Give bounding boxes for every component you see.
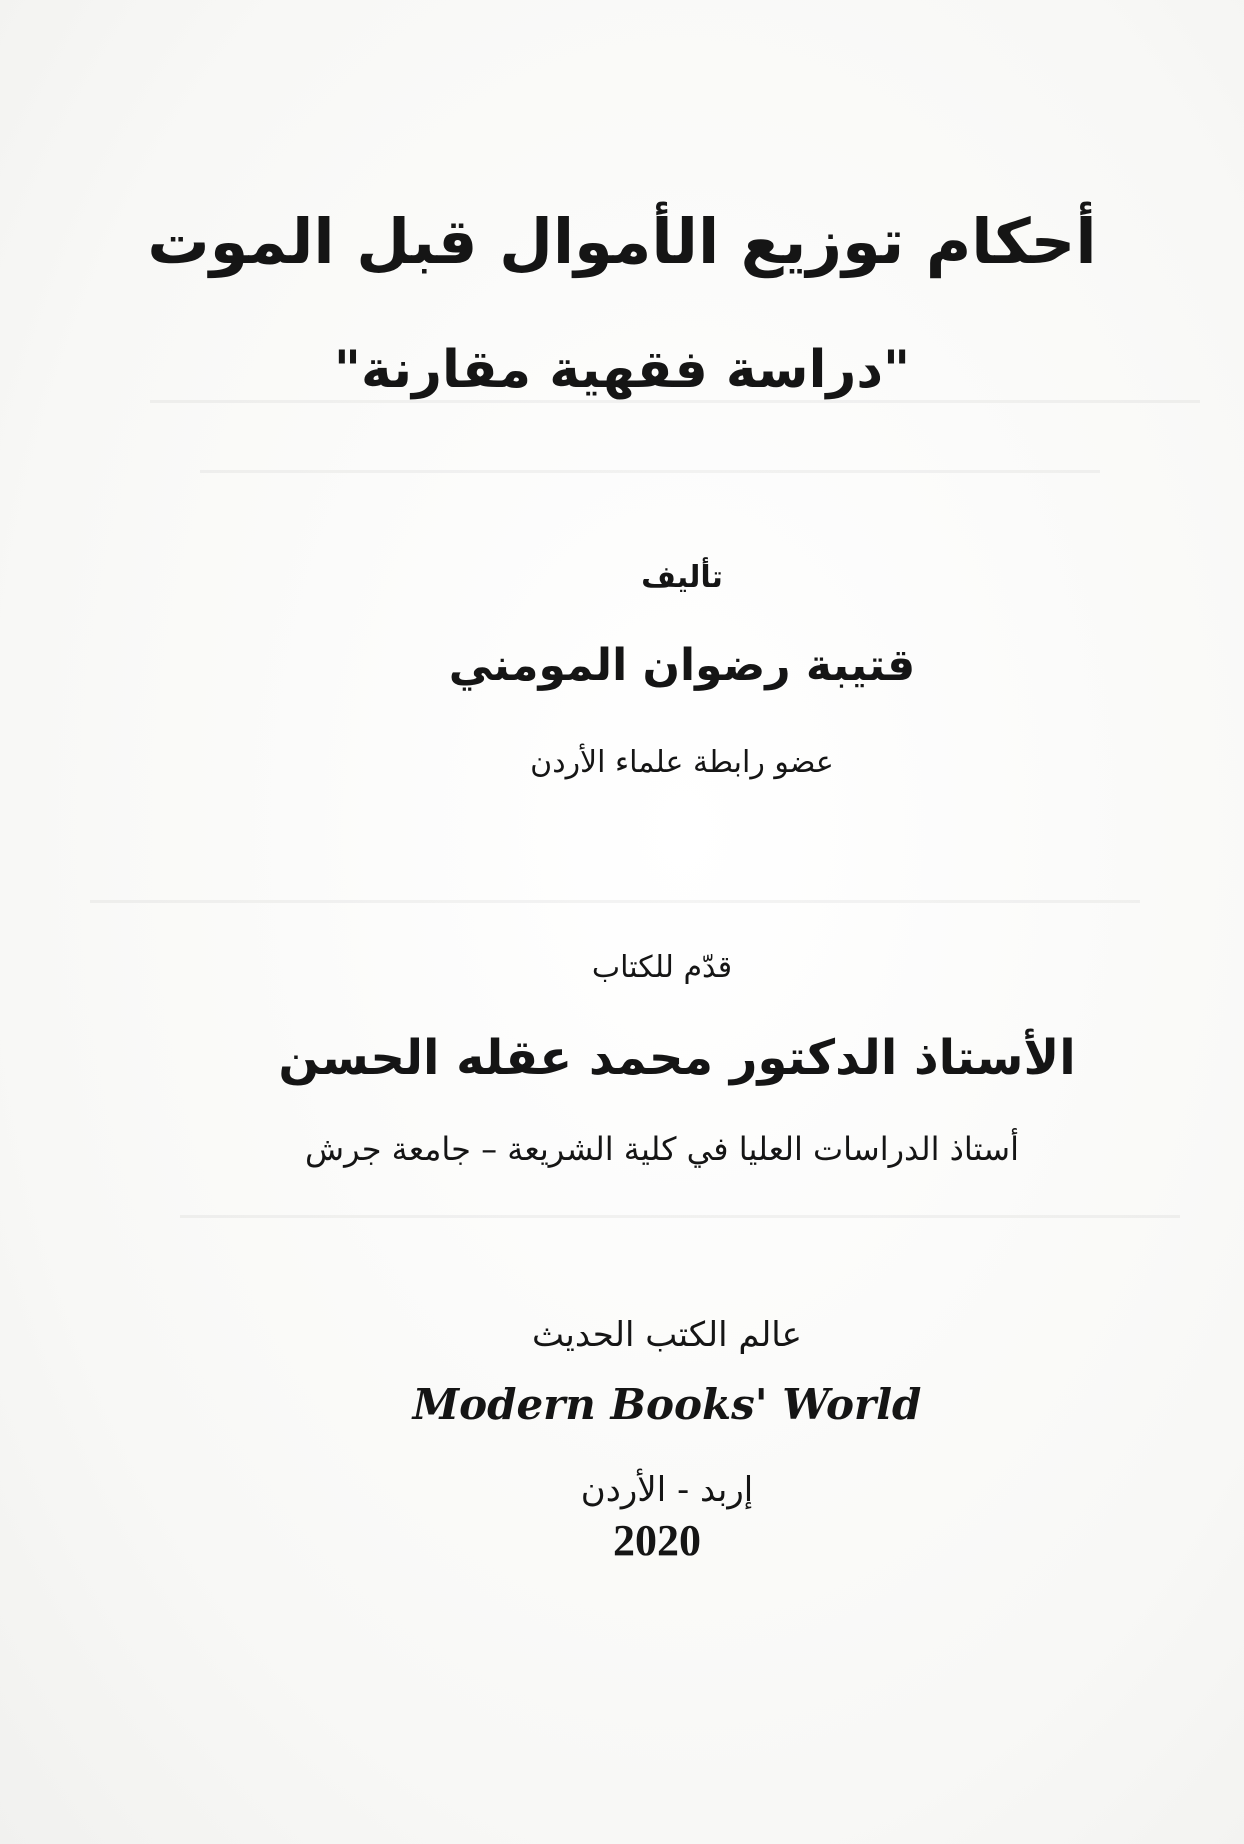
publisher-name-english: Modern Books' World (412, 1380, 922, 1429)
authorship-label: تأليف (641, 560, 723, 595)
foreword-label: قدّم للكتاب (591, 950, 733, 985)
foreword-author-role: أستاذ الدراسات العليا في كلية الشريعة – جامعة جرش (305, 1130, 1019, 1168)
publisher-name-arabic: عالم الكتب الحديث (532, 1315, 802, 1355)
book-title: أحكام توزيع الأموال قبل الموت (147, 205, 1097, 278)
publication-city: إربد - الأردن (580, 1470, 754, 1510)
bleed-through-mark (200, 470, 1100, 473)
author-name: قتيبة رضوان المومني (448, 640, 916, 691)
publication-year: 2020 (613, 1516, 701, 1565)
bleed-through-mark (150, 400, 1200, 403)
foreword-author-name: الأستاذ الدكتور محمد عقله الحسن (278, 1030, 1076, 1086)
author-role: عضو رابطة علماء الأردن (530, 745, 834, 780)
book-subtitle: "دراسة فقهية مقارنة" (333, 340, 911, 400)
bleed-through-mark (90, 900, 1140, 903)
bleed-through-mark (180, 1215, 1180, 1218)
